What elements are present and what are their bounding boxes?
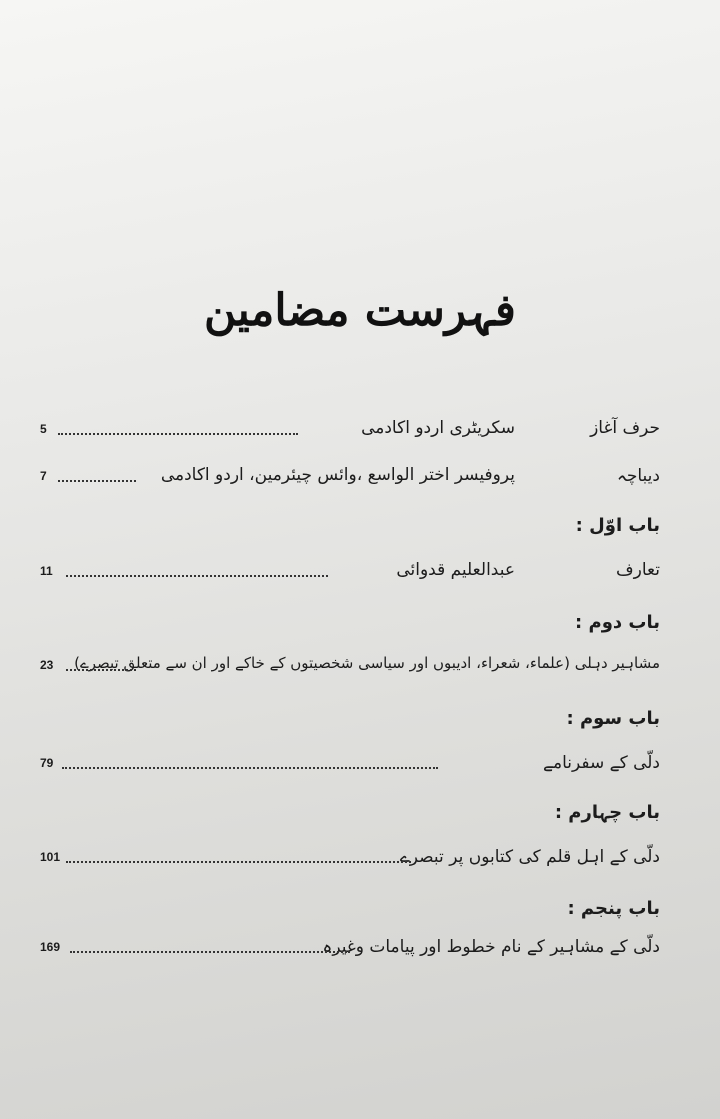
leader-dots (58, 480, 136, 482)
toc-entry-label: دلّی کے مشاہیر کے نام خطوط اور پیامات وغیرہ (322, 937, 660, 957)
section-heading: باب اوّل : (575, 515, 660, 536)
toc-entry-label: تعارف (616, 560, 660, 580)
toc-page-number: 11 (40, 564, 53, 578)
leader-dots (70, 951, 350, 953)
leader-dots (62, 767, 438, 769)
section-heading: باب سوم : (566, 708, 660, 729)
toc-entry-label: دلّی کے سفرنامے (543, 753, 660, 773)
toc-entry-label: مشاہیر دہلی (علماء، شعراء، ادیبوں اور سیاسی شخصیتوں کے خاکے اور ان سے متعلق تبصرے) (74, 654, 660, 672)
toc-entry (0, 846, 720, 876)
toc-entry-author: عبدالعلیم قدوائی (396, 560, 515, 580)
leader-dots (66, 669, 136, 671)
section-heading: باب دوم : (575, 612, 660, 633)
toc-entry-label: حرف آغاز (590, 418, 660, 438)
toc-entry (0, 936, 720, 966)
toc-entry (0, 560, 720, 590)
leader-dots (66, 575, 328, 577)
toc-entry-author: پروفیسر اختر الواسع ،وائس چیئرمین، اردو اکادمی (160, 465, 515, 485)
toc-entry (0, 418, 720, 448)
toc-entry (0, 654, 720, 684)
toc-entry (0, 752, 720, 782)
toc-page-number: 5 (40, 422, 47, 436)
toc-page-number: 101 (40, 850, 61, 864)
leader-dots (66, 861, 411, 863)
toc-page-number: 169 (40, 940, 61, 954)
section-heading: باب چہارم : (554, 802, 660, 823)
toc-entry-label: دیباچہ (616, 466, 660, 486)
toc-entry-label: دلّی کے اہل قلم کی کتابوں پر تبصرے (399, 847, 660, 867)
page-title: فہرست مضامین (204, 285, 516, 336)
toc-page-number: 79 (40, 756, 54, 770)
toc-entry (0, 465, 720, 495)
toc-page-number: 23 (40, 658, 54, 672)
leader-dots (58, 433, 298, 435)
section-heading: باب پنجم : (567, 898, 660, 919)
toc-page-number: 7 (40, 469, 47, 483)
toc-entry-author: سکریٹری اردو اکادمی (361, 418, 515, 438)
